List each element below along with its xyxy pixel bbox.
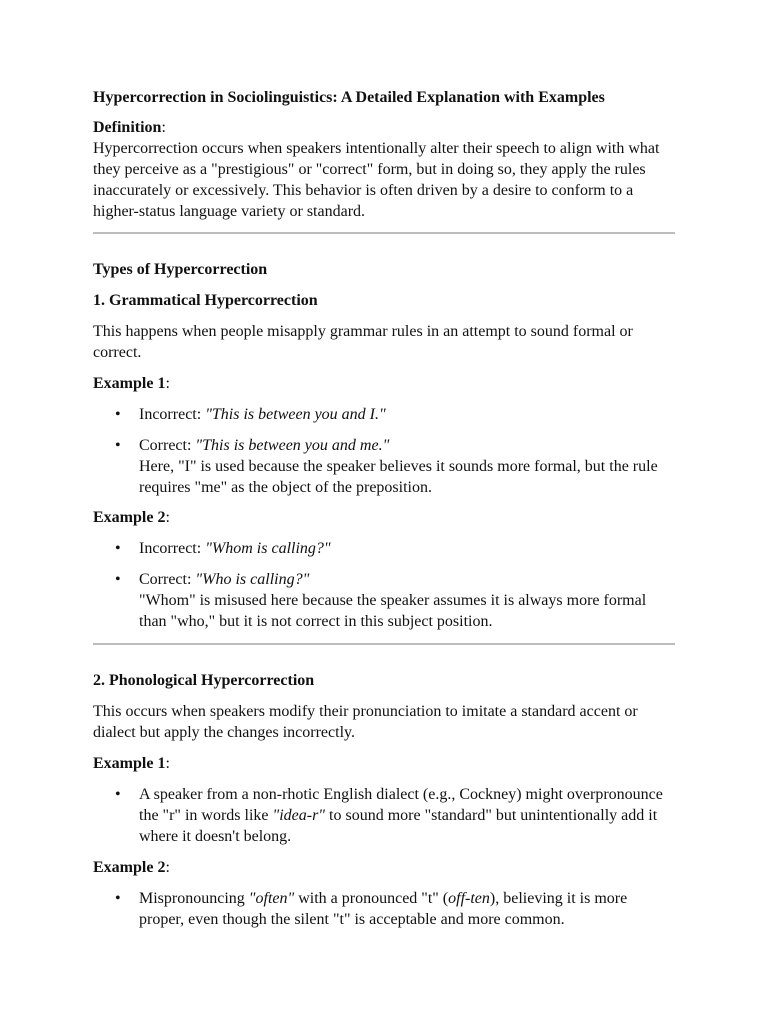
example-word: "idea-r" [272,807,326,824]
grammatical-heading: 1. Grammatical Hypercorrection [93,292,318,309]
bullet-icon: • [115,786,121,803]
bullet-icon: • [115,437,121,454]
phonological-example2-list [93,888,675,930]
example-word: "often" [248,890,295,907]
section-divider [93,232,675,234]
example-colon: : [165,859,170,876]
definition-colon: : [161,119,166,136]
definition-text: Hypercorrection occurs when speakers intentionally alter their speech to align with what they perceive as a "prestigious" or "correct" form, but in doing so, they apply the rules inaccurately or excessively. This behavior is often driven by a desire to conform to a higher-status language variety or standard. [93,140,660,220]
incorrect-label: Incorrect: [139,540,206,557]
example-label: Example 1 [93,755,166,772]
example-note: "Whom" is misused here because the speaker assumes it is always more formal than "who," but it is not correct in this subject position. [139,592,647,630]
phonological-example2-heading [93,857,675,878]
list-item [93,435,675,498]
example-pronunciation: off-ten [448,890,490,907]
example-text: to sound more "standard" but unintentionally add it where it doesn't belong. [139,807,658,845]
list-item [93,569,675,632]
bullet-icon: • [115,890,121,907]
grammatical-example1-heading [93,373,675,394]
section-divider [93,643,675,645]
list-item [93,404,675,425]
correct-example: "Who is calling?" [195,571,310,588]
types-heading: Types of Hypercorrection [93,261,268,278]
bullet-icon: • [115,571,121,588]
incorrect-label: Incorrect: [139,406,206,423]
incorrect-example: "Whom is calling?" [205,540,331,557]
correct-example: "This is between you and me." [195,437,390,454]
phonological-example1-list [93,784,675,847]
correct-label: Correct: [139,571,196,588]
example-label: Example 2 [93,859,166,876]
bullet-icon: • [115,540,121,557]
definition-heading [93,117,675,138]
phonological-example1-heading [93,753,675,774]
example-label: Example 2 [93,509,166,526]
grammatical-example2-list [93,538,675,632]
phonological-heading: 2. Phonological Hypercorrection [93,672,315,689]
list-item [93,784,675,847]
example-text: Mispronouncing [139,890,249,907]
grammatical-example2-heading [93,507,675,528]
definition-label: Definition [93,119,162,136]
example-note: Here, "I" is used because the speaker believes it sounds more formal, but the rule requires "me" as the object of the preposition. [139,458,658,496]
bullet-icon: • [115,406,121,423]
example-text: A speaker from a non-rhotic English dialect (e.g., Cockney) might overpronounce the "r" in words like [139,786,663,824]
example-colon: : [165,509,170,526]
incorrect-example: "This is between you and I." [205,406,386,423]
example-colon: : [165,375,170,392]
example-text: ), believing it is more proper, even though the silent "t" is acceptable and more common. [139,890,628,928]
list-item [93,538,675,559]
phonological-intro: This occurs when speakers modify their pronunciation to imitate a standard accent or dialect but apply the changes incorrectly. [93,703,638,741]
grammatical-example1-list [93,404,675,498]
example-label: Example 1 [93,375,166,392]
list-item [93,888,675,930]
example-text: with a pronounced "t" ( [294,890,449,907]
correct-label: Correct: [139,437,196,454]
example-colon: : [165,755,170,772]
grammatical-intro: This happens when people misapply grammar rules in an attempt to sound formal or correct. [93,323,633,361]
document-title: Hypercorrection in Sociolinguistics: A Detailed Explanation with Examples [93,89,605,106]
document-page [93,87,675,930]
